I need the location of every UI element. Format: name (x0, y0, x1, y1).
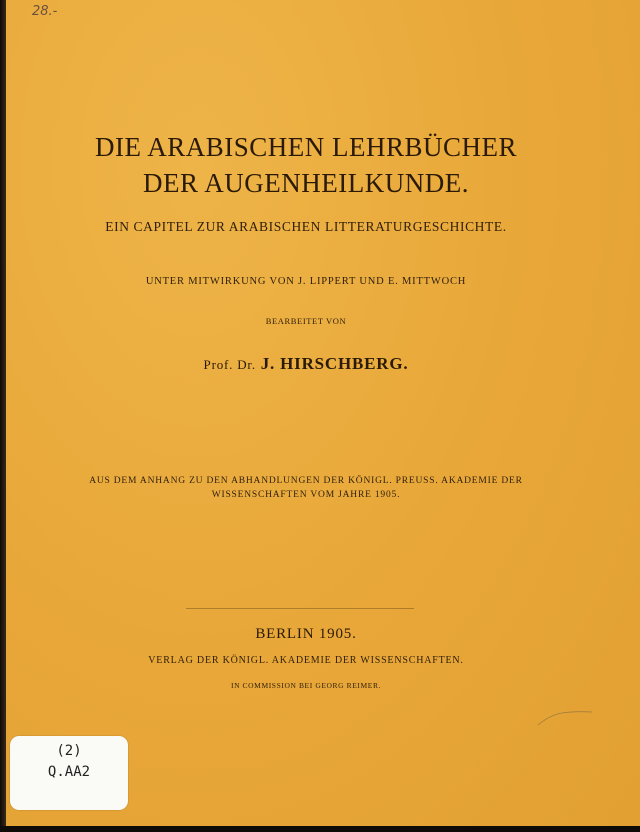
divider-rule (186, 608, 414, 609)
title-line-1: DIE ARABISCHEN LEHRBÜCHER (94, 132, 518, 162)
author-title: Prof. Dr. (203, 357, 256, 372)
author-line (6, 354, 606, 374)
source-line-2: WISSENSCHAFTEN VOM JAHRE 1905. (211, 490, 401, 500)
handwritten-price-note: 28.- (32, 4, 58, 19)
imprint-publisher: VERLAG DER KÖNIGL. AKADEMIE DER WISSENSCHAFTEN. (148, 655, 464, 666)
library-label-call-number: Q.AA2 (47, 764, 91, 780)
author-name: J. HIRSCHBERG. (260, 354, 409, 373)
source-line-1: AUS DEM ANHANG ZU DEN ABHANDLUNGEN DER KÖNIGL. PREUSS. AKADEMIE DER (89, 476, 523, 486)
pencil-mark (536, 705, 596, 729)
imprint-commission: IN COMMISSION BEI GEORG REIMER. (230, 681, 382, 690)
library-shelf-label (10, 736, 128, 810)
library-label-line-1: (2) (56, 743, 82, 759)
collaboration-line: UNTER MITWIRKUNG VON J. LIPPERT UND E. MITTWOCH (145, 276, 467, 287)
title-line-2: DER AUGENHEILKUNDE. (143, 168, 469, 198)
scan-edge-bottom (0, 826, 640, 832)
imprint-place-year: BERLIN 1905. (255, 626, 357, 642)
book-cover-page (6, 0, 640, 826)
edited-by-line: BEARBEITET VON (265, 316, 347, 326)
subtitle: EIN CAPITEL ZUR ARABISCHEN LITTERATURGESCHICHTE. (105, 219, 507, 234)
